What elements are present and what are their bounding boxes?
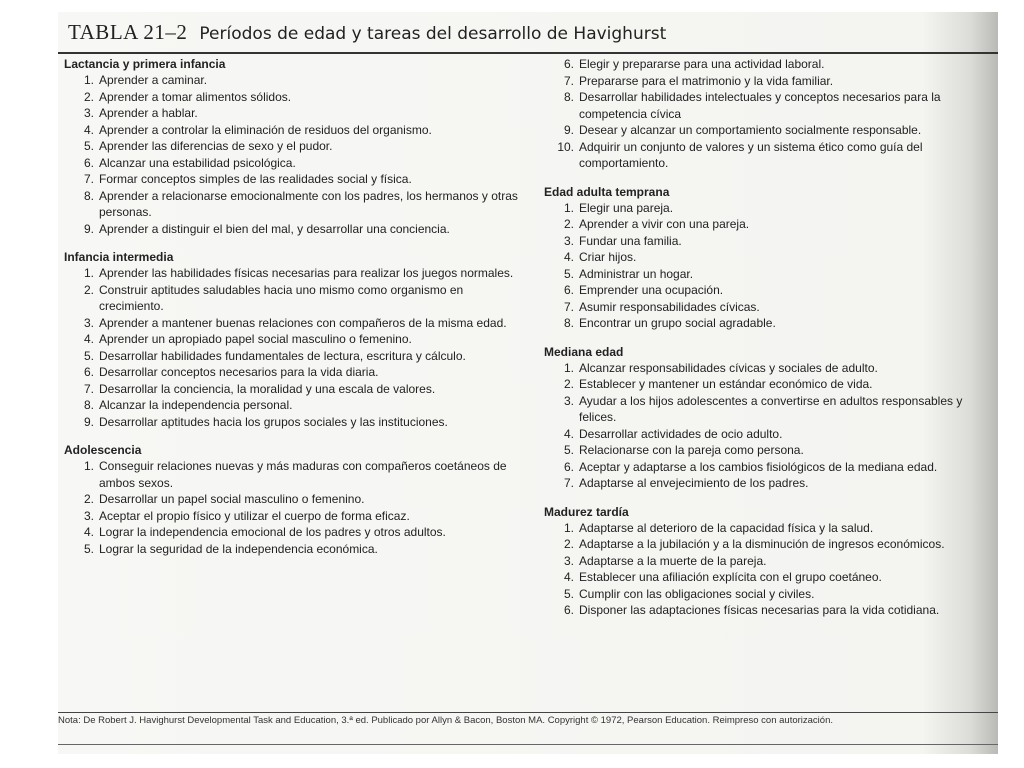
task-number: 7. bbox=[563, 476, 574, 490]
task-text: Adaptarse a la jubilación y a la disminución de ingresos económicos. bbox=[579, 537, 945, 551]
task-text: Cumplir con las obligaciones social y civiles. bbox=[579, 586, 815, 601]
task-text: Ayudar a los hijos adolescentes a convertirse en adultos responsables y felices. bbox=[579, 393, 963, 424]
task-number: 6. bbox=[83, 155, 94, 170]
task-number: 4. bbox=[83, 122, 94, 137]
left-column bbox=[64, 56, 524, 569]
task-number: 2. bbox=[83, 89, 94, 104]
task-item bbox=[544, 442, 994, 459]
task-text: Lograr la seguridad de la independencia económica. bbox=[99, 541, 378, 556]
task-text: Adquirir un conjunto de valores y un sistema ético como guía del comportamiento. bbox=[579, 139, 923, 170]
age-period-section bbox=[64, 249, 524, 430]
task-text: Relacionarse con la pareja como persona. bbox=[579, 443, 804, 457]
task-item bbox=[64, 491, 524, 508]
task-number: 7. bbox=[83, 381, 94, 396]
task-item bbox=[544, 426, 994, 443]
table-heading: Períodos de edad y tareas del desarrollo de Havighurst bbox=[199, 24, 667, 44]
task-number: 5. bbox=[563, 443, 574, 457]
section-heading: Adolescencia bbox=[64, 443, 142, 457]
task-text: Elegir una pareja. bbox=[579, 200, 674, 215]
task-item bbox=[64, 315, 524, 332]
task-number: 4. bbox=[83, 525, 94, 539]
task-number: 7. bbox=[563, 73, 574, 88]
task-number: 6. bbox=[83, 365, 94, 379]
task-list bbox=[64, 458, 524, 557]
task-text: Aprender a caminar. bbox=[99, 73, 208, 87]
task-item bbox=[544, 200, 994, 217]
task-number: 3. bbox=[563, 393, 574, 408]
task-number: 5. bbox=[83, 139, 94, 153]
task-item bbox=[64, 171, 524, 188]
task-item bbox=[64, 348, 524, 365]
task-text: Aceptar y adaptarse a los cambios fisiológicos de la mediana edad. bbox=[579, 459, 938, 474]
task-number: 3. bbox=[83, 106, 94, 120]
task-number: 4. bbox=[83, 332, 94, 346]
task-item bbox=[64, 138, 524, 155]
task-item bbox=[544, 520, 994, 537]
task-text: Aprender un apropiado papel social masculino o femenino. bbox=[99, 332, 412, 346]
table-number: TABLA 21–2 bbox=[68, 20, 188, 44]
task-item bbox=[544, 459, 994, 476]
task-item bbox=[64, 364, 524, 381]
task-item bbox=[64, 265, 524, 282]
task-item bbox=[64, 89, 524, 106]
task-item bbox=[544, 393, 994, 426]
task-text: Encontrar un grupo social agradable. bbox=[579, 316, 776, 330]
task-text: Desarrollar un papel social masculino o femenino. bbox=[99, 492, 365, 506]
task-item bbox=[64, 524, 524, 541]
task-number: 8. bbox=[83, 188, 94, 203]
task-item bbox=[544, 89, 994, 122]
age-period-section bbox=[64, 56, 524, 237]
task-item bbox=[544, 315, 994, 332]
task-number: 6. bbox=[563, 57, 574, 71]
task-text: Lograr la independencia emocional de los padres y otros adultos. bbox=[99, 525, 446, 539]
task-number: 9. bbox=[83, 221, 94, 236]
task-text: Aprender a tomar alimentos sólidos. bbox=[99, 89, 292, 104]
note-rule bbox=[58, 712, 998, 713]
task-number: 9. bbox=[83, 414, 94, 429]
source-note: Nota: De Robert J. Havighurst Developmental Task and Education, 3.ª ed. Publicado por Allyn & Bacon, Boston MA. Copyright © 1972, Pearson Education. Reimpreso con autorización. bbox=[58, 715, 833, 726]
task-item bbox=[544, 536, 994, 553]
book-page bbox=[58, 12, 998, 754]
task-number: 9. bbox=[563, 123, 574, 137]
task-text: Aprender a relacionarse emocionalmente con los padres, los hermanos y otras personas. bbox=[99, 188, 518, 219]
task-number: 2. bbox=[83, 492, 94, 506]
task-number: 7. bbox=[83, 172, 94, 186]
task-text: Aceptar el propio físico y utilizar el cuerpo de forma eficaz. bbox=[99, 508, 410, 523]
task-list bbox=[544, 56, 994, 172]
task-item bbox=[64, 122, 524, 139]
task-text: Alcanzar una estabilidad psicológica. bbox=[99, 155, 296, 170]
task-text: Aprender a vivir con una pareja. bbox=[579, 217, 750, 231]
task-text: Aprender a mantener buenas relaciones con compañeros de la misma edad. bbox=[99, 315, 507, 330]
task-number: 4. bbox=[563, 570, 574, 584]
table-title bbox=[68, 20, 666, 45]
task-number: 6. bbox=[563, 603, 574, 617]
task-number: 8. bbox=[563, 316, 574, 330]
task-item bbox=[544, 122, 994, 139]
task-number: 1. bbox=[83, 73, 94, 87]
task-text: Desarrollar habilidades intelectuales y conceptos necesarios para la competencia cívica bbox=[579, 90, 941, 121]
task-number: 2. bbox=[83, 282, 94, 297]
task-list bbox=[544, 200, 994, 332]
task-number: 6. bbox=[563, 459, 574, 474]
task-item bbox=[544, 73, 994, 90]
task-number: 2. bbox=[563, 377, 574, 391]
task-text: Aprender a hablar. bbox=[99, 106, 198, 120]
age-period-section bbox=[544, 344, 994, 492]
bottom-rule bbox=[58, 744, 998, 745]
task-number: 1. bbox=[563, 360, 574, 375]
task-text: Desarrollar actividades de ocio adulto. bbox=[579, 426, 783, 441]
task-item bbox=[544, 139, 994, 172]
task-text: Establecer una afiliación explícita con el grupo coetáneo. bbox=[579, 570, 882, 584]
section-heading: Infancia intermedia bbox=[64, 250, 174, 264]
task-item bbox=[64, 414, 524, 431]
task-text: Aprender las diferencias de sexo y el pudor. bbox=[99, 139, 333, 153]
task-item bbox=[544, 216, 994, 233]
task-text: Aprender las habilidades físicas necesarias para realizar los juegos normales. bbox=[99, 266, 514, 280]
age-period-section bbox=[544, 504, 994, 619]
task-item bbox=[544, 553, 994, 570]
task-text: Formar conceptos simples de las realidades social y física. bbox=[99, 172, 412, 186]
age-period-section bbox=[544, 184, 994, 332]
age-period-section bbox=[64, 442, 524, 557]
task-text: Elegir y prepararse para una actividad laboral. bbox=[579, 57, 825, 71]
task-item bbox=[64, 188, 524, 221]
task-item bbox=[64, 541, 524, 558]
task-item bbox=[544, 569, 994, 586]
task-number: 4. bbox=[563, 250, 574, 264]
task-text: Desarrollar conceptos necesarios para la vida diaria. bbox=[99, 365, 379, 379]
task-number: 5. bbox=[563, 586, 574, 601]
task-text: Prepararse para el matrimonio y la vida familiar. bbox=[579, 73, 834, 88]
task-item bbox=[544, 56, 994, 73]
task-item bbox=[64, 381, 524, 398]
task-number: 7. bbox=[563, 299, 574, 314]
task-item bbox=[64, 155, 524, 172]
task-text: Emprender una ocupación. bbox=[579, 283, 724, 297]
task-text: Criar hijos. bbox=[579, 250, 637, 264]
section-heading: Mediana edad bbox=[544, 344, 624, 359]
task-number: 5. bbox=[83, 348, 94, 363]
task-text: Adaptarse a la muerte de la pareja. bbox=[579, 553, 767, 568]
task-number: 8. bbox=[83, 398, 94, 412]
task-item bbox=[544, 282, 994, 299]
task-item bbox=[64, 458, 524, 491]
task-number: 8. bbox=[563, 90, 574, 104]
task-number: 1. bbox=[563, 200, 574, 215]
task-item bbox=[64, 397, 524, 414]
task-number: 2. bbox=[563, 537, 574, 551]
task-list bbox=[64, 265, 524, 430]
section-heading: Madurez tardía bbox=[544, 504, 629, 519]
task-text: Construir aptitudes saludables hacia uno mismo como organismo en crecimiento. bbox=[99, 282, 464, 313]
task-item bbox=[544, 249, 994, 266]
task-item bbox=[64, 331, 524, 348]
task-number: 3. bbox=[83, 315, 94, 330]
task-text: Asumir responsabilidades cívicas. bbox=[579, 299, 760, 314]
task-text: Conseguir relaciones nuevas y más maduras con compañeros coetáneos de ambos sexos. bbox=[99, 459, 507, 490]
task-text: Alcanzar la independencia personal. bbox=[99, 398, 293, 412]
task-item bbox=[544, 586, 994, 603]
task-text: Aprender a distinguir el bien del mal, y desarrollar una conciencia. bbox=[99, 221, 450, 236]
right-column bbox=[544, 56, 994, 631]
top-rule bbox=[58, 52, 998, 54]
task-list bbox=[544, 520, 994, 619]
task-item bbox=[544, 360, 994, 377]
task-number: 10. bbox=[557, 139, 574, 154]
task-text: Fundar una familia. bbox=[579, 233, 682, 248]
task-number: 6. bbox=[563, 283, 574, 297]
task-item bbox=[544, 602, 994, 619]
task-number: 3. bbox=[83, 508, 94, 523]
section-heading: Edad adulta temprana bbox=[544, 184, 670, 199]
task-text: Administrar un hogar. bbox=[579, 266, 694, 281]
section-heading: Lactancia y primera infancia bbox=[64, 57, 226, 71]
task-number: 5. bbox=[563, 266, 574, 281]
task-number: 3. bbox=[563, 553, 574, 568]
task-text: Adaptarse al envejecimiento de los padres. bbox=[579, 476, 809, 490]
task-text: Adaptarse al deterioro de la capacidad física y la salud. bbox=[579, 520, 874, 535]
task-item bbox=[64, 508, 524, 525]
task-text: Alcanzar responsabilidades cívicas y sociales de adulto. bbox=[579, 360, 878, 375]
age-period-section bbox=[544, 56, 994, 172]
task-text: Desarrollar habilidades fundamentales de lectura, escritura y cálculo. bbox=[99, 348, 466, 363]
task-item bbox=[544, 233, 994, 250]
task-item bbox=[64, 105, 524, 122]
task-text: Disponer las adaptaciones físicas necesarias para la vida cotidiana. bbox=[579, 603, 940, 617]
task-item bbox=[544, 475, 994, 492]
task-item bbox=[544, 299, 994, 316]
task-list bbox=[64, 72, 524, 237]
task-number: 5. bbox=[83, 541, 94, 556]
task-item bbox=[544, 266, 994, 283]
task-number: 1. bbox=[563, 520, 574, 535]
task-number: 1. bbox=[83, 459, 94, 473]
task-item bbox=[544, 376, 994, 393]
task-item bbox=[64, 282, 524, 315]
task-text: Aprender a controlar la eliminación de residuos del organismo. bbox=[99, 122, 432, 137]
task-number: 3. bbox=[563, 233, 574, 248]
task-list bbox=[544, 360, 994, 492]
task-number: 4. bbox=[563, 426, 574, 441]
task-text: Desarrollar aptitudes hacia los grupos sociales y las instituciones. bbox=[99, 414, 448, 429]
task-item bbox=[64, 221, 524, 238]
task-text: Desarrollar la conciencia, la moralidad y una escala de valores. bbox=[99, 381, 436, 396]
task-number: 1. bbox=[83, 266, 94, 280]
task-item bbox=[64, 72, 524, 89]
task-text: Desear y alcanzar un comportamiento socialmente responsable. bbox=[579, 123, 922, 137]
task-number: 2. bbox=[563, 217, 574, 231]
task-text: Establecer y mantener un estándar económico de vida. bbox=[579, 377, 873, 391]
